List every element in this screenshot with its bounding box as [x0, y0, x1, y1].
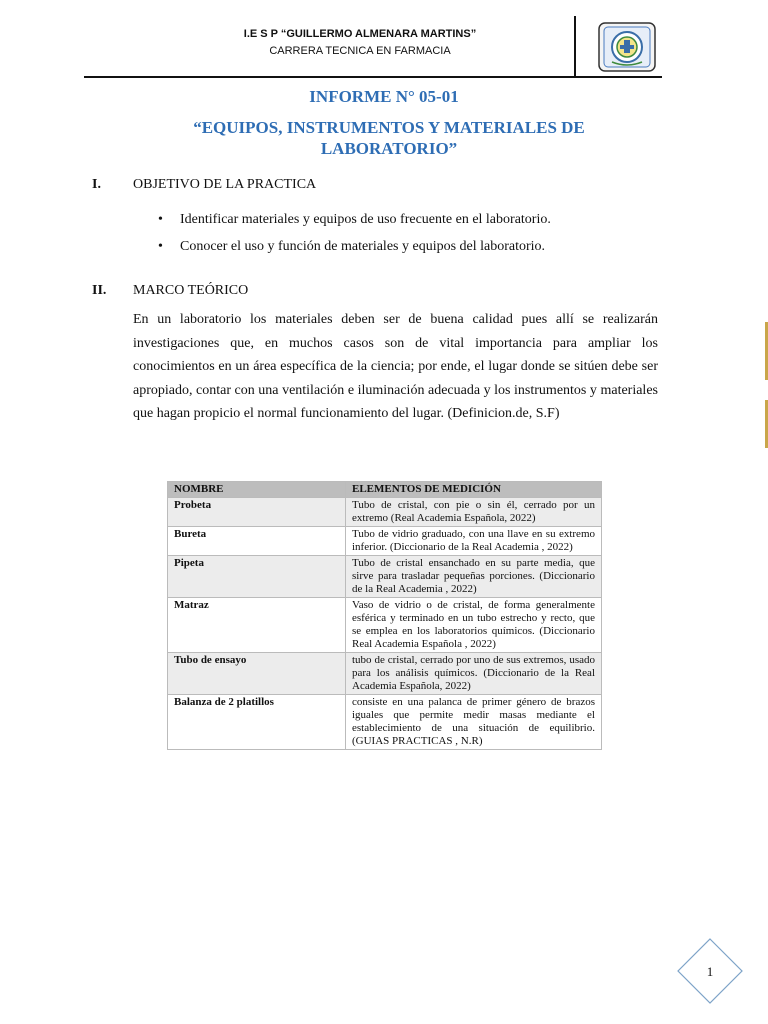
table-row: [168, 695, 602, 750]
report-number: INFORME N° 05-01: [309, 87, 459, 106]
material-name: Tubo de ensayo: [168, 653, 346, 695]
materials-table: [167, 481, 602, 750]
material-description: Vaso de vidrio o de cristal, de forma generalmente esférica y terminado en un tubo estrecho y recto, que se emplea en los laboratorios químicos. (Diccionario Real Academia Española , 2022): [346, 598, 602, 653]
header-divider: [84, 76, 662, 78]
section1-title: OBJETIVO DE LA PRACTICA: [133, 177, 317, 192]
report-title-line2: LABORATORIO”: [320, 139, 458, 158]
table-row: [168, 653, 602, 695]
material-name: Matraz: [168, 598, 346, 653]
page-number: 1: [706, 964, 714, 979]
material-description: Tubo de cristal, con pie o sin él, cerrado por un extremo (Real Academia Española, 2022): [346, 498, 602, 527]
bullet-marker: •: [158, 212, 163, 227]
objective-item: Conocer el uso y función de materiales y equipos del laboratorio.: [180, 239, 546, 254]
table-header-row: [168, 482, 602, 498]
column-header-measurement: ELEMENTOS DE MEDICIÓN: [346, 482, 602, 498]
table-row: [168, 556, 602, 598]
report-title-line1: “EQUIPOS, INSTRUMENTOS Y MATERIALES DE: [193, 118, 585, 137]
material-name: Bureta: [168, 527, 346, 556]
institution-name: I.E S P “GUILLERMO ALMENARA MARTINS”: [243, 28, 477, 40]
material-description: Tubo de cristal ensanchado en su parte media, que sirve para trasladar pequeñas porciones. (Diccionario de la Real Academia , 2022): [346, 556, 602, 598]
career-name: CARRERA TECNICA EN FARMACIA: [269, 45, 451, 57]
table-row: [168, 527, 602, 556]
material-name: Probeta: [168, 498, 346, 527]
report-title: [170, 117, 608, 159]
column-header-name: NOMBRE: [168, 482, 346, 498]
table-row: [168, 598, 602, 653]
section2-title: MARCO TEÓRICO: [133, 283, 249, 298]
header-divider-vertical: [574, 16, 576, 76]
page-header: [0, 0, 768, 80]
bullet-marker: •: [158, 239, 163, 254]
theory-paragraph: En un laboratorio los materiales deben ser de buena calidad pues allí se realizarán investigaciones que, en muchos casos son de vital importancia para ampliar los conocimientos en un área específica de la ciencia; por ende, el lugar donde se sitúen debe ser apropiado, contar con una ventilación e iluminación adecuada y los instrumentos y materiales que hagan propicio el normal funcionamiento del lugar. (Definicion.de, S.F): [133, 312, 658, 421]
material-name: Balanza de 2 platillos: [168, 695, 346, 750]
section2-number: II.: [92, 283, 107, 298]
material-description: tubo de cristal, cerrado por uno de sus extremos, usado para los análisis químicos. (Diccionario de la Real Academia Española, 2022): [346, 653, 602, 695]
material-description: Tubo de vidrio graduado, con una llave en su extremo inferior. (Diccionario de la Real Academia , 2022): [346, 527, 602, 556]
section1-number: I.: [92, 177, 101, 192]
material-name: Pipeta: [168, 556, 346, 598]
objective-item: Identificar materiales y equipos de uso frecuente en el laboratorio.: [180, 212, 551, 227]
institution-logo: [598, 22, 656, 72]
table-row: [168, 498, 602, 527]
material-description: consiste en una palanca de primer género de brazos iguales que permite medir masas mediante el establecimiento de una situación de equilibrio. (GUIAS PRACTICAS , N.R): [346, 695, 602, 750]
page-number-badge: [674, 935, 746, 1007]
